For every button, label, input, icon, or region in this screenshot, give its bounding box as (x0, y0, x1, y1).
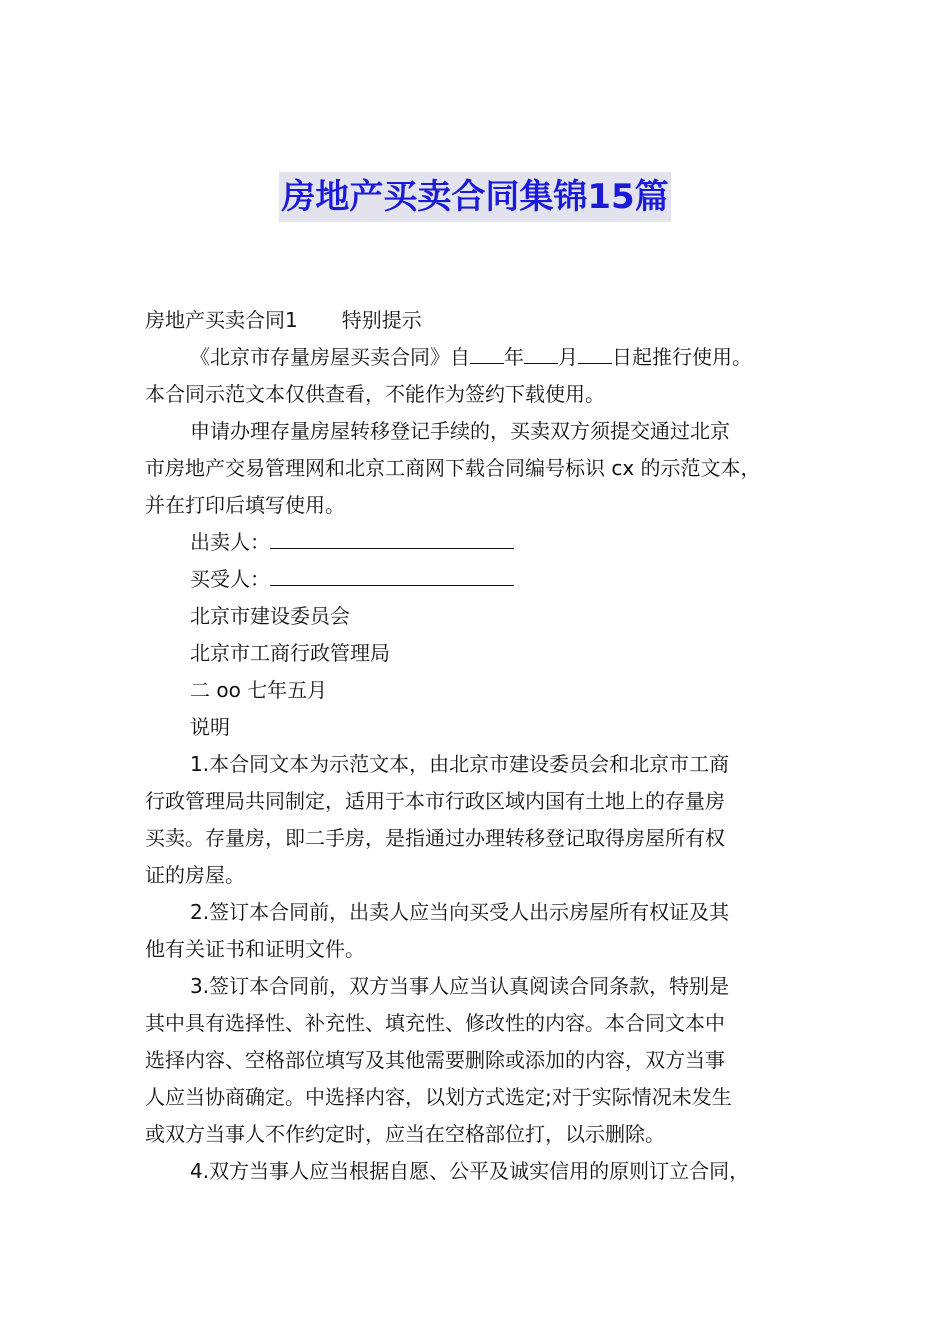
document-body (145, 302, 815, 1190)
paragraph-line: 市房地产交易管理网和北京工商网下载合同编号标识 cx 的示范文本， (145, 456, 761, 480)
paragraph-line: 申请办理存量房屋转移登记手续的，买卖双方须提交通过北京 (190, 419, 730, 443)
paragraph-line: 2.签订本合同前，出卖人应当向买受人出示房屋所有权证及其 (190, 900, 730, 924)
issuer-org-1: 北京市建设委员会 (190, 604, 350, 628)
text-segment: 年 (504, 345, 524, 369)
day-blank (578, 341, 612, 364)
issuer-org-2: 北京市工商行政管理局 (190, 641, 390, 665)
paragraph-line: 买卖。存量房，即二手房，是指通过办理转移登记取得房屋所有权 (145, 826, 725, 850)
paragraph-line: 并在打印后填写使用。 (145, 493, 345, 517)
paragraph-line: 他有关证书和证明文件。 (145, 937, 365, 961)
seller-label: 出卖人： (190, 530, 270, 554)
text-segment: 月 (558, 345, 578, 369)
paragraph-line: 选择内容、空格部位填写及其他需要删除或添加的内容，双方当事 (145, 1048, 725, 1072)
paragraph-line (145, 339, 815, 376)
title-area (0, 172, 950, 222)
text-segment: 《北京市存量房屋买卖合同》自 (190, 345, 470, 369)
explain-heading: 说明 (190, 715, 230, 739)
text-segment: 日起推行使用。 (612, 345, 752, 369)
paragraph-line: 或双方当事人不作约定时，应当在空格部位打，以示删除。 (145, 1122, 665, 1146)
buyer-blank (270, 563, 514, 586)
paragraph-line: 本合同示范文本仅供查看，不能作为签约下载使用。 (145, 382, 605, 406)
issue-date: 二 oo 七年五月 (190, 678, 328, 702)
document-title: 房地产买卖合同集锦15篇 (279, 172, 670, 222)
paragraph-line: 1.本合同文本为示范文本，由北京市建设委员会和北京市工商 (190, 752, 730, 776)
paragraph-line: 4.双方当事人应当根据自愿、公平及诚实信用的原则订立合同， (190, 1159, 750, 1183)
seller-blank (270, 526, 514, 549)
paragraph-line: 证的房屋。 (145, 863, 245, 887)
paragraph-line: 3.签订本合同前，双方当事人应当认真阅读合同条款，特别是 (190, 974, 730, 998)
year-blank (470, 341, 504, 364)
paragraph-line: 行政管理局共同制定，适用于本市行政区域内国有土地上的存量房 (145, 789, 725, 813)
paragraph-line: 其中具有选择性、补充性、填充性、修改性的内容。本合同文本中 (145, 1011, 725, 1035)
buyer-label: 买受人： (190, 567, 270, 591)
month-blank (524, 341, 558, 364)
seller-line (145, 524, 815, 561)
paragraph-line: 人应当协商确定。中选择内容，以划方式选定;对于实际情况未发生 (145, 1085, 732, 1109)
special-notice-label: 特别提示 (341, 308, 422, 332)
section-header-line (145, 302, 815, 339)
section-title: 房地产买卖合同1 (145, 308, 298, 332)
buyer-line (145, 561, 815, 598)
